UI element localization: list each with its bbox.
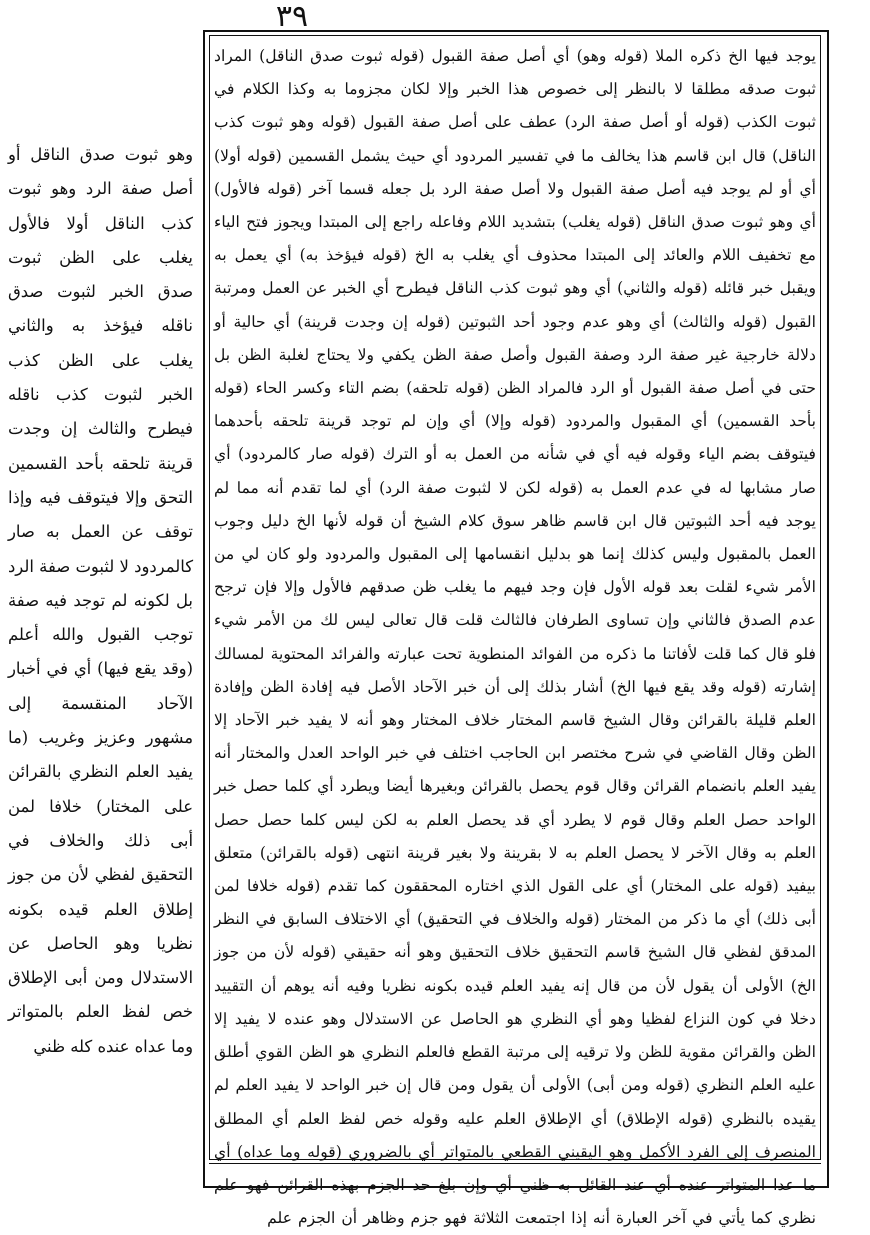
commentary-paragraph: يوجد فيها الخ ذكره الملا (قوله وهو) أي أصل صفة القبول (قوله ثبوت صدق الناقل) المراد ثبوت صدقه مطلقا لا بالنظر إلى خصوص هذا الخبر وإلا لكان مجزوما به وكذا الكلام في ثبوت الكذب (قوله أو أصل صفة الرد) عطف على أصل صفة القبول (قوله وهو ثبوت كذب الناقل) قال ابن قاسم هذا يخالف ما في تفسير المردود أي حيث يشمل القسمين (قوله أولا) أي أو لم يوجد فيه أصل صفة القبول ولا أصل صفة الرد بل جعله قسما آخر (قوله فالأول) أي وهو ثبوت صدق الناقل (قوله يغلب) بتشديد اللام وفاعله راجع إلى المبتدا ويجوز فتح الياء مع تخفيف اللام والعائد إلى المبتدا محذوف أي يغلب به الخ (قوله فيؤخذ به) أي يعمل به ويقبل خبر قائله (قوله والثاني) أي وهو ثبوت كذب الناقل فيطرح أي الخبر عن العمل ومرتبة القبول (قوله والثالث) أي وهو عدم وجود أحد الثبوتين (قوله إن وجدت قرينة) أي حالية أو دلالة خارجية غير صفة الرد وصفة القبول وأصل صفة الظن يكفي ولا يحتاج لغلبة الظن بل حتى في أصل صفة القبول أو الرد فالمراد الظن (قوله تلحقه) بضم التاء وكسر الحاء (قوله بأحد القسمين) أي المقبول والمردود (قوله وإلا) أي وإن لم توجد قرينة تلحقه بأحدهما فيتوقف بضم الياء وقوله فيه أي في شأنه من العمل به أو الترك (قوله صار كالمردود) أي صار مشابها له في عدم العمل به (قوله لكن لا لثبوت صفة الرد) أي لما تقدم أنه مما لم يوجد فيه أحد الثبوتين قال ابن قاسم ظاهر سوق كلام الشيخ أن قوله لأنها الخ دليل وجوب العمل بالمقبول وليس كذلك إنما هو بدليل انقسامها إلى المقبول والمردود ولو كان لي من الأمر شيء لقلت بعد قوله الأول فإن وجد فيهم ما يغلب ظن صدقهم فالأول وإلا فإن ترجح عدم الصدق فالثاني وإن تساوى الطرفان فالثالث قلت قال تعالى ليس لك من الأمر شيء فلو قال كما قلت لأفاتنا ما ذكره من الفوائد المنطوية تحت عبارته والفرائد المحتوية لمسالك إشارته (قوله وقد يقع فيها الخ) أشار بذلك إلى أن خبر الآحاد الأصل فيه إفادة الظن وإفادة العلم قليلة بالقرائن وقال الشيخ قاسم المختار خلاف المختار وهو أنه لا يفيد خبر الآحاد إلا الظن وقال القاضي في شرح مختصر ابن الحاجب اختلف في خبر الواحد العدل والمختار أنه يفيد العلم بانضمام القرائن وقال قوم يحصل بالقرائن وبغيرها أيضا ويطرد أي كلما حصل خبر الواحد حصل العلم وقال قوم لا يطرد أي قد يحصل العلم به لكن ليس كلما حصل حصل العلم به وقال الآخر لا يحصل العلم به لا بقرينة ولا بغير قرينة انتهى (قوله بالقرائن) متعلق بيفيد (قوله على المختار) أي على القول الذي اختاره المحققون كما تقدم (قوله خلافا لمن أبى ذلك) أي ما ذكر من المختار (قوله والخلاف في التحقيق) أي الاختلاف السابق في النظر المدقق لفظي قال الشيخ قاسم التحقيق خلاف التحقيق وهو أنه حقيقي (قوله لأن من جوز الخ) الأولى أن يقول لأن من قال إنه يفيد العلم قيده بكونه نظريا وفيه أنه يوهم أن التقييد دخلا في كون النزاع لفظيا وهو أي النظري هو الحاصل عن الاستدلال وهو عنده لا يفيد إلا الظن والقرائن مقوية للظن ولا ترقيه إلى مرتبة القطع فالعلم النظري هو الظن القوي أطلق عليه العلم النظري (قوله ومن أبى) الأولى أن يقول ومن قال إن خبر الواحد لا يفيد العلم لم يقيده بالنظري (قوله الإطلاق) أي الإطلاق العلم عليه وقوله خص لفظ العلم أي المطلق المنصرف إلى الفرد الأكمل وهو اليقيني القطعي بالمتواتر أي بالضروري (قوله وما عداه) أي ما عدا المتواتر عنده أي عند القائل به ظني أي وإن بلغ حد الجزم بهذه القرائن فهو علم نظري كما يأتي في آخر العبارة أنه إذا اجتمعت الثلاثة فهو جزم وظاهر أن الجزم علم — [214, 47, 816, 1228]
commentary-text-block — [214, 40, 816, 1228]
margin-note-block — [8, 138, 193, 1068]
margin-note-paragraph: وهو ثبوت صدق الناقل أو أصل صفة الرد وهو ثبوت كذب الناقل أولا فالأول يغلب على الظن ثبوت صدق الخبر لثبوت صدق ناقله فيؤخذ به والثاني يغلب على الظن كذب الخبر لثبوت كذب ناقله فيطرح والثالث إن وجدت قرينة تلحقه بأحد القسمين التحق وإلا فيتوقف فيه وإذا توقف عن العمل به صار كالمردود لا لثبوت صفة الرد بل لكونه لم توجد فيه صفة توجب القبول والله أعلم (وقد يقع فيها) أي في أخبار الآحاد المنقسمة إلى مشهور وعزيز وغريب (ما يفيد العلم النظري بالقرائن على المختار) خلافا لمن أبى ذلك والخلاف في التحقيق لفظي لأن من جوز إطلاق العلم قيده بكونه نظريا وهو الحاصل عن الاستدلال ومن أبى الإطلاق خص لفظ العلم بالمتواتر وما عداه عنده كله ظني — [8, 145, 193, 1056]
page-number: ٣٩ — [275, 0, 309, 34]
